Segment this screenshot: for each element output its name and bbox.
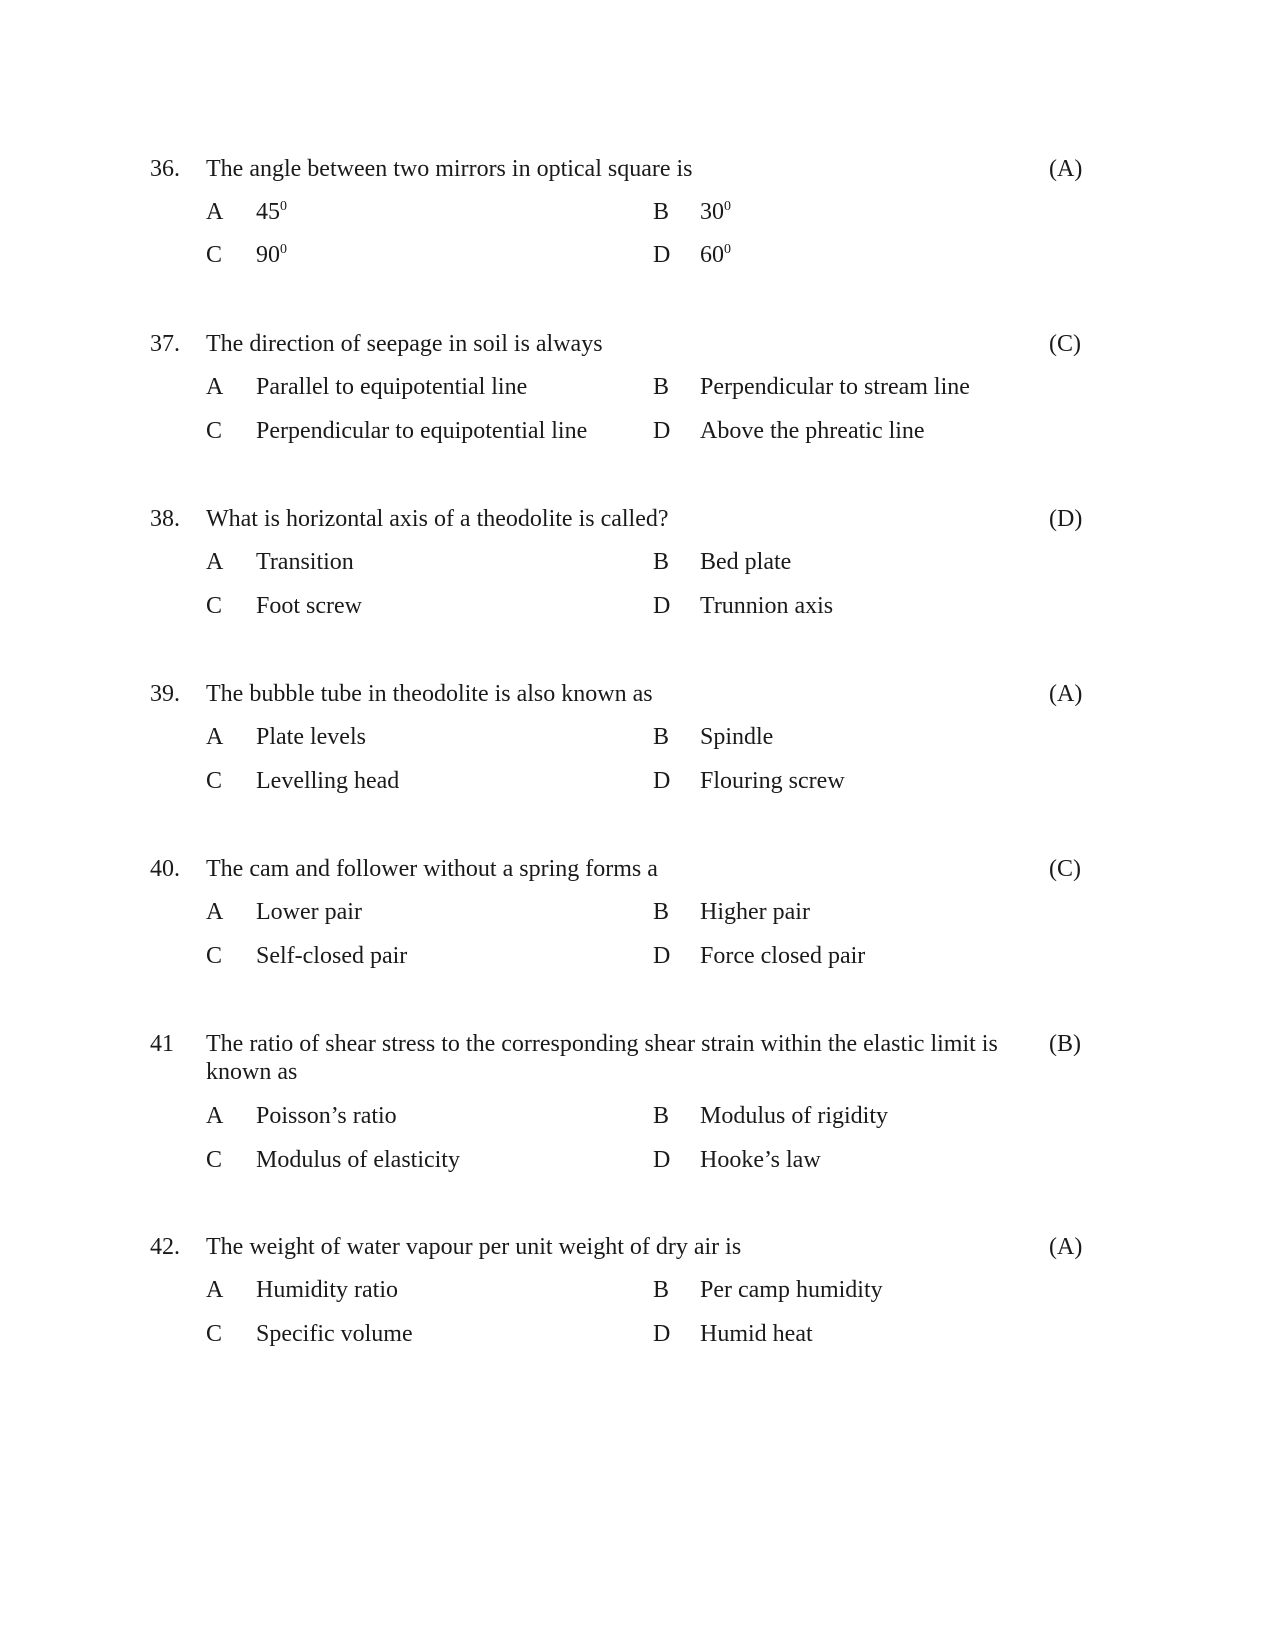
option-text: $45^0$: [256, 199, 287, 225]
option-text: Hooke’s law: [700, 1147, 821, 1173]
option-letter: A: [206, 899, 224, 925]
answer-key: (B): [1049, 1031, 1081, 1057]
option-text: Levelling head: [256, 768, 400, 794]
option-letter: B: [653, 549, 670, 575]
option-letter: D: [653, 418, 671, 444]
option-letter: B: [653, 1277, 670, 1303]
option-text: $60^0$: [700, 242, 731, 268]
option-text: Trunnion axis: [700, 593, 834, 619]
answer-key: (C): [1049, 856, 1081, 882]
question-text: The direction of seepage in soil is always: [206, 331, 603, 357]
option-letter: A: [206, 724, 224, 750]
option-letter: D: [653, 768, 671, 794]
option-text: Poisson’s ratio: [256, 1103, 397, 1129]
answer-key: (A): [1049, 156, 1083, 182]
option-letter: B: [653, 724, 670, 750]
option-letter: A: [206, 1103, 224, 1129]
question-text: What is horizontal axis of a theodolite is called?: [206, 506, 669, 532]
option-text: Self-closed pair: [256, 943, 408, 969]
question-number: 39.: [150, 681, 180, 707]
option-letter: D: [653, 943, 671, 969]
option-letter: D: [653, 1147, 671, 1173]
option-text: Above the phreatic line: [700, 418, 925, 444]
option-text: Modulus of rigidity: [700, 1103, 889, 1129]
question-number: 37.: [150, 331, 180, 357]
option-text: Force closed pair: [700, 943, 866, 969]
option-letter: B: [653, 374, 670, 400]
option-letter: A: [206, 199, 224, 225]
answer-key: (C): [1049, 331, 1081, 357]
option-text: $30^0$: [700, 199, 731, 225]
option-letter: B: [653, 199, 670, 225]
option-text: Transition: [256, 549, 354, 575]
option-text: Foot screw: [256, 593, 362, 619]
option-letter: C: [206, 1321, 223, 1347]
option-letter: C: [206, 768, 223, 794]
question-text: The bubble tube in theodolite is also known as: [206, 681, 653, 707]
option-text: Flouring screw: [700, 768, 845, 794]
option-letter: D: [653, 242, 671, 268]
option-letter: D: [653, 593, 671, 619]
question-text: The angle between two mirrors in optical square is: [206, 156, 693, 182]
option-text: Perpendicular to stream line: [700, 374, 970, 400]
option-letter: C: [206, 418, 223, 444]
option-letter: B: [653, 899, 670, 925]
option-text: Parallel to equipotential line: [256, 374, 528, 400]
answer-key: (A): [1049, 681, 1083, 707]
question-number: 38.: [150, 506, 180, 532]
option-text: Per camp humidity: [700, 1277, 883, 1303]
option-letter: C: [206, 1147, 223, 1173]
option-letter: A: [206, 374, 224, 400]
option-letter: D: [653, 1321, 671, 1347]
option-text: Higher pair: [700, 899, 810, 925]
question-text: The ratio of shear stress to the corresponding shear strain within the elastic limit is known as: [206, 1031, 998, 1085]
question-text: The weight of water vapour per unit weight of dry air is: [206, 1234, 742, 1260]
option-text: $90^0$: [256, 242, 287, 268]
question-number: 40.: [150, 856, 180, 882]
option-text: Lower pair: [256, 899, 362, 925]
option-letter: A: [206, 1277, 224, 1303]
option-text: Spindle: [700, 724, 774, 750]
question-number: 42.: [150, 1234, 180, 1260]
option-letter: C: [206, 593, 223, 619]
option-text: Bed plate: [700, 549, 792, 575]
option-text: Modulus of elasticity: [256, 1147, 460, 1173]
question-number: 41: [150, 1031, 174, 1057]
option-letter: A: [206, 549, 224, 575]
option-letter: B: [653, 1103, 670, 1129]
question-text: The cam and follower without a spring forms a: [206, 856, 658, 882]
option-text: Specific volume: [256, 1321, 413, 1347]
answer-key: (A): [1049, 1234, 1083, 1260]
option-text: Humidity ratio: [256, 1277, 398, 1303]
option-letter: C: [206, 943, 223, 969]
question-number: 36.: [150, 156, 180, 182]
option-text: Perpendicular to equipotential line: [256, 418, 588, 444]
option-text: Humid heat: [700, 1321, 813, 1347]
option-letter: C: [206, 242, 223, 268]
answer-key: (D): [1049, 506, 1083, 532]
option-text: Plate levels: [256, 724, 366, 750]
